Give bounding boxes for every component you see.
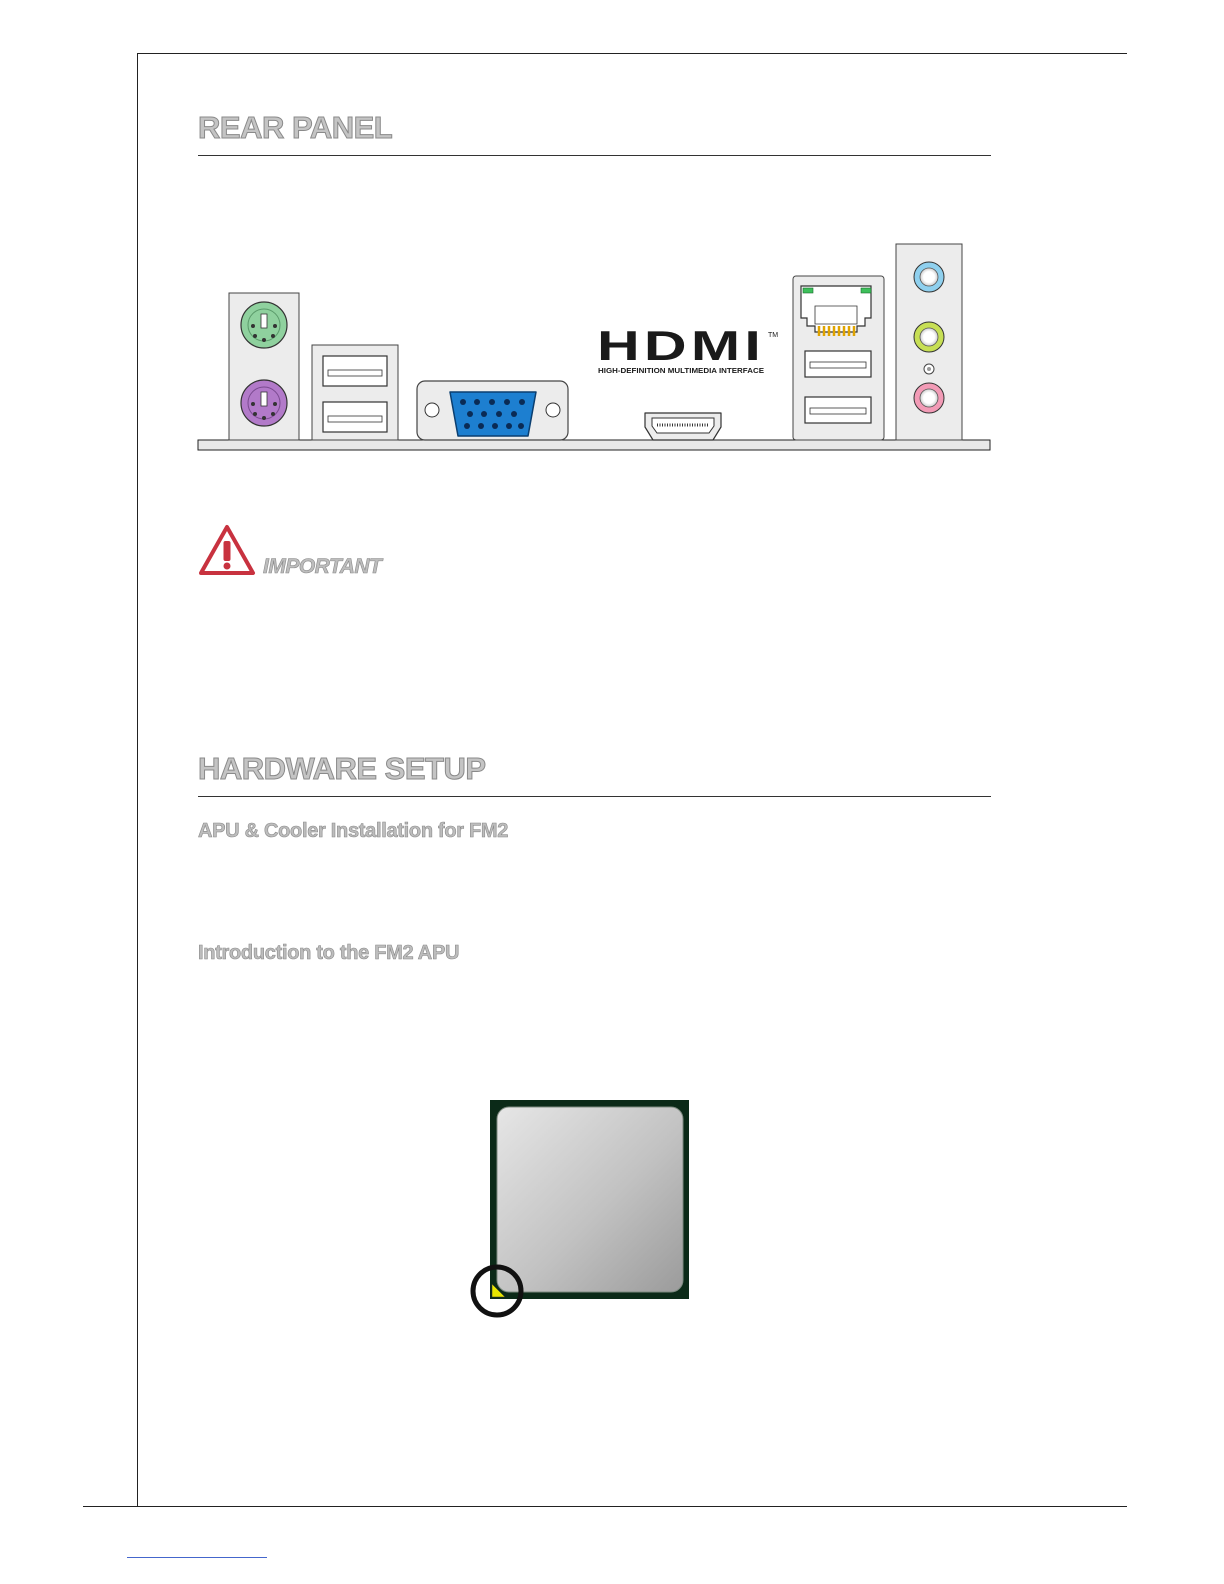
apu-heat-spreader — [497, 1107, 683, 1292]
usb-port — [805, 351, 871, 377]
important-label: IMPORTANT — [263, 555, 382, 578]
hdmi-logo — [597, 322, 778, 375]
audio-indicator-hole — [924, 364, 934, 374]
rear-panel-title: REAR PANEL — [198, 110, 393, 145]
warning-icon — [197, 523, 257, 577]
ps2-ports — [229, 293, 299, 440]
audio-line-out-jack — [914, 322, 944, 352]
audio-jacks — [896, 244, 962, 440]
hdmi-tagline: HIGH-DEFINITION MULTIMEDIA INTERFACE — [598, 368, 765, 375]
usb-ports-left — [312, 345, 398, 440]
hdmi-port — [645, 413, 721, 440]
rear-panel-title-rule — [198, 155, 991, 156]
lan-led-right — [861, 288, 871, 293]
audio-line-in-jack — [914, 262, 944, 292]
lan-led-left — [803, 288, 813, 293]
hdmi-tm: TM — [768, 332, 779, 339]
page-top-rule — [137, 53, 1127, 54]
audio-mic-jack — [914, 383, 944, 413]
footer-link-underline[interactable] — [127, 1557, 267, 1558]
usb-port — [323, 356, 387, 386]
page-left-rule — [137, 53, 138, 1507]
lan-usb-stack — [793, 276, 884, 440]
page-bottom-rule — [83, 1506, 1127, 1507]
apu-cooler-subtitle: APU & Cooler Installation for FM2 — [198, 820, 509, 842]
usb-port — [323, 402, 387, 432]
vga-port — [417, 381, 568, 440]
apu-illustration — [468, 1097, 693, 1322]
hdmi-logo-text: HDMI — [597, 322, 765, 369]
rear-panel-diagram — [195, 240, 995, 455]
ps2-mouse-port — [241, 302, 287, 348]
fm2-apu-intro-subtitle: Introduction to the FM2 APU — [198, 942, 460, 964]
io-plate-base — [198, 440, 990, 450]
usb-port — [805, 397, 871, 423]
hardware-setup-title-rule — [198, 796, 991, 797]
hardware-setup-title: HARDWARE SETUP — [198, 751, 486, 786]
ps2-keyboard-port — [241, 380, 287, 426]
